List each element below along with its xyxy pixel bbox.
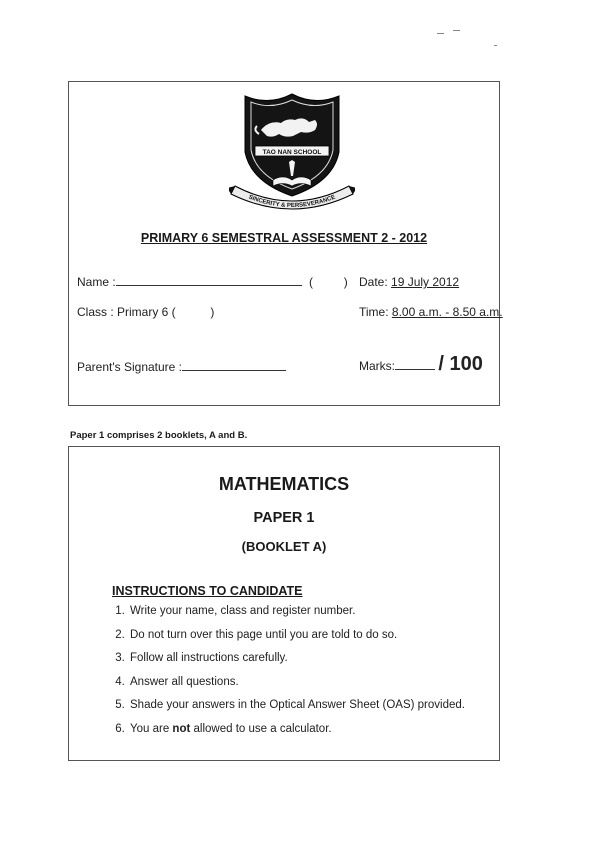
subject-title: MATHEMATICS: [218, 474, 350, 494]
scan-mark: [453, 30, 460, 31]
exam-title: PRIMARY 6 SEMESTRAL ASSESSMENT 2 - 2012: [140, 231, 428, 245]
instruction-item: 4. Answer all questions.: [128, 675, 465, 699]
paper-name: PAPER 1: [253, 510, 315, 526]
name-field[interactable]: [116, 285, 302, 286]
scan-mark: [437, 33, 444, 34]
class-label: Class : Primary 6 (: [77, 305, 176, 319]
date-row: [359, 275, 459, 289]
signature-row: [77, 360, 286, 374]
booklet-note: Paper 1 comprises 2 booklets, A and B.: [70, 430, 248, 441]
instruction-6-emphasis: not: [172, 722, 191, 735]
instructions-title: INSTRUCTIONS TO CANDIDATE: [112, 584, 303, 598]
school-crest-icon: [229, 90, 355, 214]
instruction-item: [128, 722, 465, 746]
instruction-6-lead: You are: [130, 722, 173, 735]
booklet-name: (BOOKLET A): [241, 539, 327, 554]
marks-total: / 100: [438, 353, 483, 375]
time-row: [359, 305, 503, 319]
marks-row: [359, 353, 483, 376]
date-value: 19 July 2012: [391, 275, 460, 289]
signature-label: Parent's Signature :: [77, 360, 183, 374]
crest-banner-text: TAO NAN SCHOOL: [262, 149, 322, 156]
marks-label: Marks:: [359, 359, 395, 373]
instruction-6-rest: allowed to use a calculator.: [190, 722, 332, 735]
register-bracket-close: ): [343, 275, 348, 289]
name-label: Name :: [77, 275, 116, 289]
time-label: Time:: [359, 305, 389, 319]
date-label: Date:: [359, 275, 388, 289]
class-bracket-close: ): [210, 305, 215, 319]
marks-field[interactable]: [395, 369, 435, 370]
instruction-item: 3. Follow all instructions carefully.: [128, 651, 465, 675]
instruction-item: 5. Shade your answers in the Optical Answer Sheet (OAS) provided.: [128, 698, 465, 722]
crest-motto-text: SINCERITY & PERSEVERANCE: [247, 194, 337, 210]
class-row: [77, 305, 214, 319]
time-value: 8.00 a.m. - 8.50 a.m.: [391, 305, 503, 319]
instruction-item: 2. Do not turn over this page until you are told to do so.: [128, 628, 465, 652]
scan-mark: [494, 45, 497, 46]
register-bracket-open: (: [309, 275, 314, 289]
instruction-item: 1. Write your name, class and register number.: [128, 604, 465, 628]
signature-field[interactable]: [182, 370, 286, 371]
instructions-list: [106, 604, 465, 745]
name-row: [77, 275, 348, 289]
